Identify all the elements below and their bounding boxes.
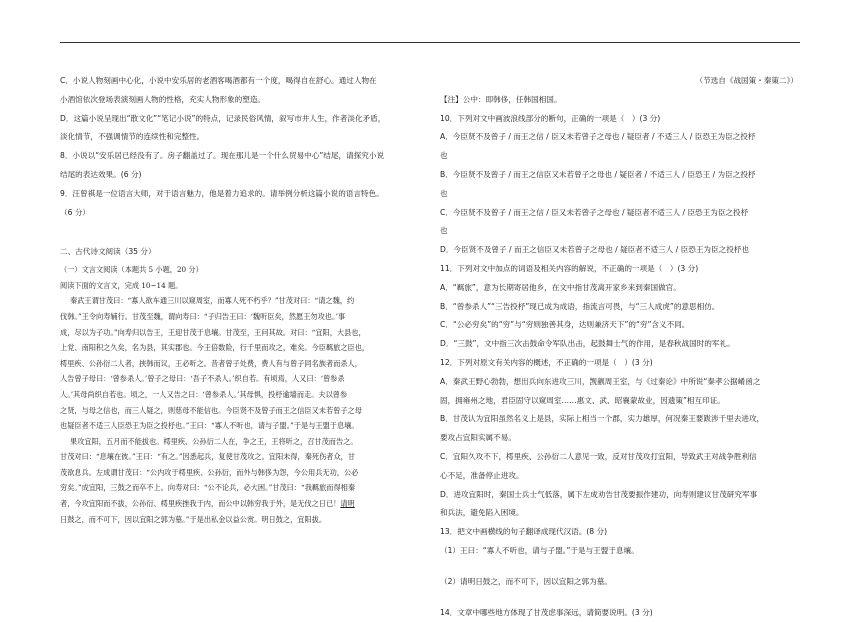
passage-line	[60, 496, 415, 512]
q10-option-c-line2: 也	[440, 226, 448, 236]
passage-line: 樗里疾、公孙衍二人者，挟韩而议，王必听之。昔者曾子处费，费人有与曾子同名族者而杀人，	[60, 358, 362, 368]
q7-option-d-line1: D．这篇小说呈现出“散文化”“笔记小说”的特点，记录民俗风情，叙写市井人生，作者淡化矛盾，	[60, 113, 386, 123]
passage-line: 人告曾子母曰：‘曾参杀人。’曾子之母曰：‘吾子不杀人。’织自若。有顷焉，人又曰：‘曾参杀	[60, 374, 345, 384]
q10-option-b-line2: 也	[440, 188, 448, 198]
q13-part1: （1）王曰：“寡人不听也，请与子盟。”于是与王盟于息壤。	[440, 545, 639, 555]
q14-stem: 14．文章中哪些地方体现了甘茂虑事深远，请简要说明。(3 分)	[440, 607, 653, 617]
passage-line: 人。’其母尚织自若也。顷之，一人又告之曰：‘曾参杀人。’其母惧，投杼逾墙而走。夫以曾参	[60, 389, 348, 399]
answer-space	[440, 592, 800, 604]
q10-option-b-line1: B．今臣贤不及曾子 / 而王之信臣又未若曾子之母也 / 疑臣者 / 不适三人 / 臣恐王 / 为臣之投杼	[440, 169, 756, 179]
reading-instruction: 阅读下面的文言文，完成 10~14 题。	[60, 280, 183, 290]
q13-part2: （2）请明日鼓之，而不可下，因以宜阳之郭为墓。	[440, 576, 612, 586]
spacer	[60, 222, 415, 234]
passage-line: 甘茂对曰：“息壤在彼。”王曰：“有之。”因悉起兵，复使甘茂攻之。宜阳未得，秦死伤者众，甘	[60, 452, 356, 462]
passage-line: 日鼓之，而不可下，因以宜阳之郭为墓。”于是出私金以益公赏。明日鼓之，宜阳拔。	[60, 514, 327, 524]
q11-stem: 11．下列对文中加点的词语及相关内容的解说，不正确的一项是（ ）(3 分)	[440, 263, 699, 273]
q7-option-c-line1: C．小说人物刻画中心化，小说中安乐居的老酒客喝酒都有一个度，喝得自在舒心。通过人物在	[60, 76, 377, 85]
passage-line: 伐韩。”王令向寿辅行。甘茂至魏，谓向寿曰：“子归告王曰：‘魏听臣矣，然愿王勿攻也。’事	[60, 311, 346, 321]
q10-stem: 10．下列对文中画波浪线部分的断句，正确的一项是（ ）(3 分)	[440, 113, 661, 123]
q10-option-a-line2: 也	[440, 151, 448, 161]
left-column	[60, 72, 415, 527]
passage-line: 成，尽以为子功。”向寿归以告王，王迎甘茂于息壤。甘茂至，王问其故。对曰：“宜阳，大县也，	[60, 327, 366, 337]
q12-stem: 12．下列对原文有关内容的概述，不正确的一项是（ ）(3 分)	[440, 357, 653, 367]
q13-stem: 13．把文中画横线的句子翻译成现代汉语。(8 分)	[440, 527, 608, 537]
passage-line: 之贤，与母之信也，而三人疑之，则慈母不能信也。今臣贤不及曾子而王之信臣又未若曾子之母	[60, 405, 362, 415]
q9-line1: 9．汪曾祺是一位语言大师，对于语言魅力，他是着力追求的。请举例分析这篇小说的语言特色。	[60, 188, 384, 198]
q11-option-b: B．“曾参杀人”“三告投杼”现已成为成语，指流言可畏，与“三人成虎”的意思相仿。	[440, 301, 720, 311]
q8-line2: 结尾的表达效果。(6 分)	[60, 169, 142, 179]
passage-line: 果攻宜阳，五月而不能拔也。樗里疾、公孙衍二人在，争之王，王将听之，召甘茂而告之。	[70, 436, 358, 446]
q11-option-d: D．“三鼓”，文中指三次击鼓命令军队出击，起鼓舞士气的作用，是春秋战国时的军礼。	[440, 339, 735, 349]
q11-option-a: A．“羁旅”，意为长期寄居他乡，在文中指甘茂离开家乡来到秦国做官。	[440, 282, 681, 292]
section-heading: 二、古代诗文阅读（35 分）	[60, 247, 156, 257]
q10-option-d: D．今臣贤不及曾子 / 而王之信臣又未若曾子之母也 / 疑臣者不适三人 / 臣恐王为臣之投杼也	[440, 245, 749, 255]
header-rule	[60, 42, 800, 43]
q12-option-d-line2: 和兵法，避免陷入困境。	[440, 508, 524, 518]
q12-option-d-line1: D．进攻宜阳时，秦国士兵士气低落，属下左成劝告甘茂要振作建功，向寿则建议甘茂研究军事	[440, 489, 758, 499]
right-column	[440, 72, 800, 622]
q12-option-b-line2: 要攻占宜阳实属不易。	[440, 433, 516, 443]
q12-option-a-line2: 固，拥雍州之地，君臣固守以窥周室……惠文、武、昭襄蒙故业，因遗策”相互印证。	[440, 395, 725, 405]
passage-line: 秦武王谓甘茂曰：“寡人欲车通三川以窥周室，而寡人死不朽乎？”甘茂对曰：“请之魏，约	[70, 296, 355, 306]
subsection-heading: （一）文言文阅读（本题共 5 小题，20 分）	[60, 265, 203, 275]
q7-option-c-line2: 小酒馆依次登场表演刻画人物的性格，充实人物形象的塑造。	[60, 94, 266, 104]
q10-option-a-line1: A．今臣贤不及曾子 / 而王之信 / 臣又未若曾子之母也 / 疑臣者 / 不适三人 / 臣恐王为臣之投杼	[440, 132, 756, 142]
passage-source: （节选自《战国策・秦策二》）	[695, 76, 798, 85]
q11-option-c: C．“公必穷矣”的“穷”与“穷则独善其身，达则兼济天下”的“穷”含义不同。	[440, 320, 690, 330]
passage-line: 茂欲息兵。左成谓甘茂曰：“公内攻于樗里疾、公孙衍，而外与韩侈为怨，今公用兵无功，公必	[60, 467, 359, 477]
passage-line: 也疑臣者不适三人臣恐王为臣之投杼也。”王曰：“寡人不听也，请与子盟。”于是与王盟于息壤。	[60, 421, 359, 431]
passage-text: 者，今攻宜阳而不拔，公孙衍、樗里疾挫我于内，而公中以韩穷我于外，是无伐之日已！	[60, 499, 341, 509]
passage-line: 穷矣。”成宜阳，三鼓之而卒不上。向寿对曰：“公不论兵，必大困。”甘茂曰：“我羁旅而得相秦	[60, 483, 356, 493]
q9-line2: （6 分）	[60, 207, 91, 217]
underlined-sentence: 请明	[340, 499, 355, 509]
q12-option-a-line1: A．秦武王野心勃勃，想出兵向东进攻三川，觊觎周王室，与《过秦论》中所说“秦孝公据崤函之	[440, 376, 761, 386]
q8-line1: 8．小说以“安乐居已经没有了。房子翻盖过了。现在那儿是一个什么贸易中心”结尾，请探究小说	[60, 151, 385, 161]
q12-option-c-line2: 心不足，准备停止进攻。	[440, 470, 524, 480]
q7-option-d-line2: 淡化情节，不强调情节的连续性和完整性。	[60, 132, 205, 142]
annotation-note: 【注】公中：即韩侈，任韩国相国。	[440, 94, 562, 104]
spacer	[60, 234, 415, 243]
q12-option-c-line1: C．宜阳久攻不下，樗里疾、公孙衍二人意见一致，反对甘茂攻打宜阳，导致武王对战争胜利信	[440, 451, 757, 461]
q10-option-c-line1: C．今臣贤不及曾子 / 而王之信 / 臣又未若曾子之母也 / 疑臣者不适三人 / 臣恐王为臣之投杼	[440, 207, 749, 217]
passage-line: 上党、南阳积之久矣，名为县，其实郡也。今王倍数险，行千里而攻之，难矣。今臣羁旅之臣也，	[60, 343, 370, 353]
answer-space	[440, 561, 800, 573]
q12-option-b-line1: B．甘茂认为宜阳虽然名义上是县，实际上相当一个郡，实力雄厚，何况秦王要跋涉千里去进攻，	[440, 414, 765, 424]
